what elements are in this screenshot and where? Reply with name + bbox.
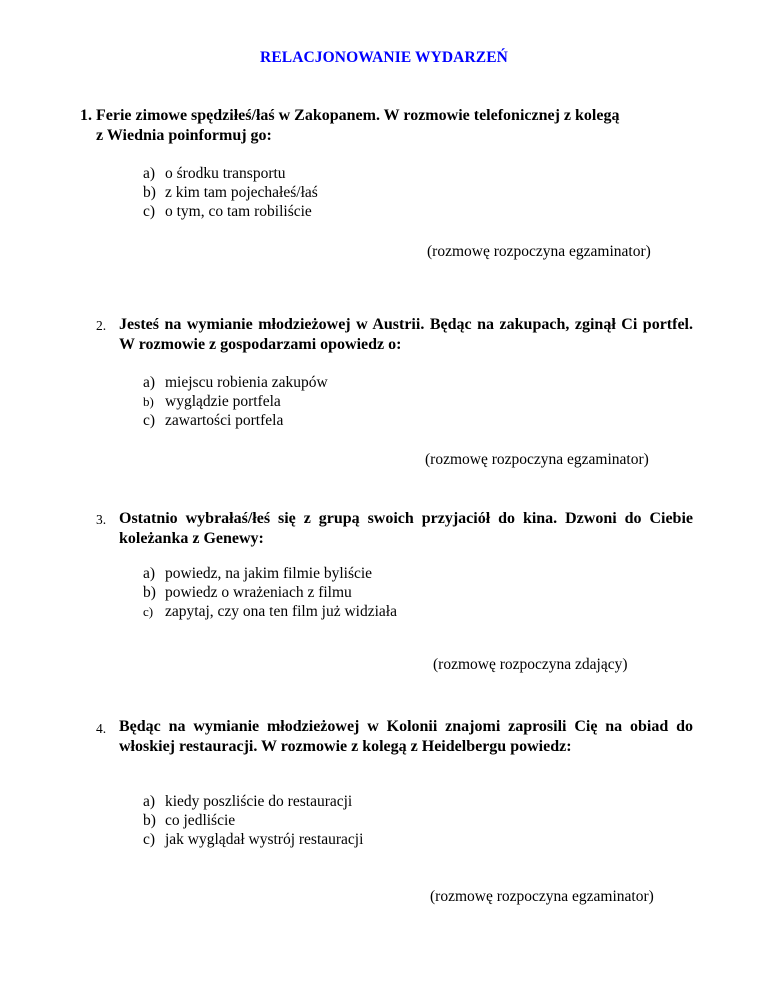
- option-text: co jedliście: [165, 812, 236, 829]
- list-item: [143, 373, 328, 392]
- option-text: kiedy poszliście do restauracji: [165, 793, 353, 810]
- task-prompt-line: Ferie zimowe spędziłeś/łaś w Zakopanem. W rozmowie telefonicznej z kolegą: [96, 107, 620, 124]
- option-list: [143, 164, 318, 221]
- task-note: (rozmowę rozpoczyna egzaminator): [425, 451, 649, 468]
- option-text: powiedz o wrażeniach z filmu: [165, 584, 352, 601]
- task-number: 3.: [96, 512, 107, 527]
- task-prompt: Będąc na wymianie młodzieżowej w Kolonii znajomi zaprosili Cię na obiad do włoskiej restauracji. W rozmowie z kolegą z Heidelbergu powiedz:: [119, 718, 693, 755]
- option-text: wyglądzie portfela: [165, 393, 281, 410]
- option-list: [143, 792, 363, 849]
- option-text: powiedz, na jakim filmie byliście: [165, 565, 373, 582]
- list-item: [143, 792, 363, 811]
- option-letter: c): [143, 831, 156, 848]
- option-text: miejscu robienia zakupów: [165, 374, 328, 391]
- task-prompt: Ostatnio wybrałaś/łeś się z grupą swoich przyjaciół do kina. Dzwoni do Ciebie koleżanka z Genewy:: [119, 510, 693, 547]
- option-text: zapytaj, czy ona ten film już widziała: [165, 603, 397, 620]
- task-number: 4.: [96, 721, 107, 736]
- list-item: [143, 811, 363, 830]
- option-text: z kim tam pojechałeś/łaś: [165, 184, 318, 201]
- task-note: (rozmowę rozpoczyna egzaminator): [430, 888, 654, 905]
- option-letter: a): [143, 165, 156, 182]
- list-item: [143, 183, 318, 202]
- option-letter: c): [143, 412, 156, 429]
- option-letter: b): [143, 184, 156, 201]
- list-item: [143, 830, 363, 849]
- option-letter: a): [143, 793, 156, 810]
- option-letter: a): [143, 374, 156, 391]
- option-letter: a): [143, 565, 156, 582]
- option-list: [143, 564, 397, 621]
- option-text: o tym, co tam robiliście: [165, 203, 312, 220]
- page-title: RELACJONOWANIE WYDARZEŃ: [260, 49, 508, 66]
- task-note: (rozmowę rozpoczyna zdający): [433, 656, 628, 673]
- option-letter: c): [143, 604, 154, 619]
- option-letter: b): [143, 584, 156, 601]
- option-text: jak wyglądał wystrój restauracji: [165, 831, 364, 848]
- task-prompt: Jesteś na wymianie młodzieżowej w Austrii. Będąc na zakupach, zginął Ci portfel. W rozmowie z gospodarzami opowiedz o:: [119, 316, 693, 353]
- option-list: [143, 373, 328, 430]
- task-note: (rozmowę rozpoczyna egzaminator): [427, 243, 651, 260]
- list-item: [143, 583, 397, 602]
- task-prompt-line: z Wiednia poinformuj go:: [96, 126, 272, 144]
- list-item: [143, 164, 318, 183]
- option-letter: c): [143, 203, 156, 220]
- list-item: [143, 564, 397, 583]
- task-number: 2.: [96, 318, 107, 333]
- task-number: 1.: [80, 107, 92, 124]
- list-item: [143, 202, 318, 221]
- task-prompt: [96, 106, 716, 145]
- list-item: [143, 411, 328, 430]
- option-text: zawartości portfela: [165, 412, 284, 429]
- option-letter: b): [143, 394, 154, 409]
- option-text: o środku transportu: [165, 165, 286, 182]
- list-item: [143, 392, 328, 411]
- option-letter: b): [143, 812, 156, 829]
- list-item: [143, 602, 397, 621]
